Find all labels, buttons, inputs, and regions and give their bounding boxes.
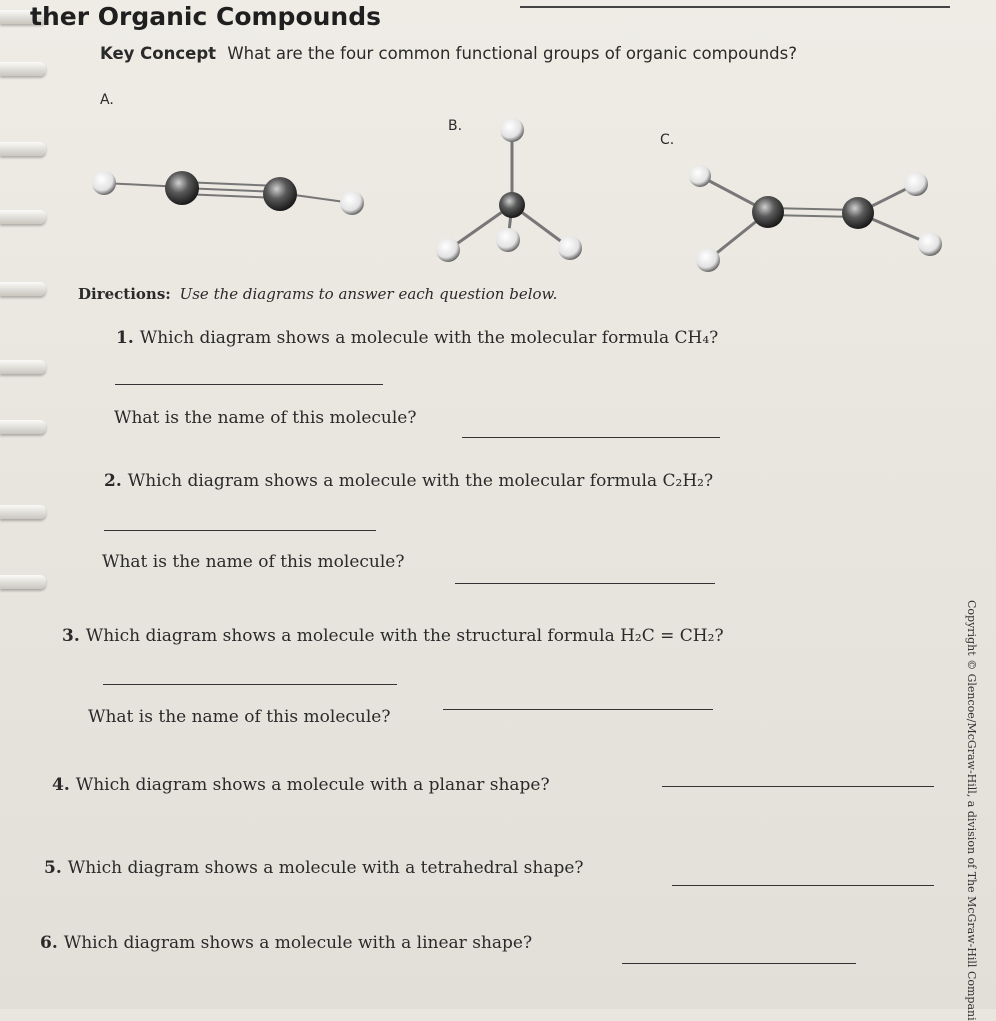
key-concept-question: What are the four common functional groups of organic compounds?	[227, 44, 797, 63]
diagram-b-label: B.	[448, 118, 463, 134]
question-2-followup: What is the name of this molecule?	[102, 552, 405, 572]
molecule-diagrams	[0, 0, 996, 290]
directions-label: Directions:	[78, 285, 171, 303]
question-2	[104, 471, 713, 491]
question-text: Which diagram shows a molecule with the molecular formula C₂H₂?	[127, 471, 714, 491]
question-3	[62, 626, 724, 646]
question-text: Which diagram shows a molecule with a planar shape?	[75, 775, 550, 795]
answer-line-4[interactable]	[662, 786, 934, 787]
directions-text: Use the diagrams to answer each question below.	[179, 285, 558, 303]
molecule-a-linear	[92, 171, 364, 215]
diagram-c-label: C.	[660, 132, 675, 148]
question-3-followup: What is the name of this molecule?	[88, 707, 391, 727]
answer-line-3-name[interactable]	[443, 709, 713, 710]
question-number: 4.	[52, 775, 70, 795]
question-4	[52, 775, 550, 795]
question-number: 3.	[62, 626, 80, 646]
question-text: Which diagram shows a molecule with the molecular formula CH₄?	[139, 328, 719, 348]
diagram-a-label: A.	[100, 92, 114, 108]
key-concept-label: Key Concept	[100, 44, 217, 63]
question-6	[40, 933, 532, 953]
question-1-followup: What is the name of this molecule?	[114, 408, 417, 428]
molecule-b-tetrahedral	[436, 118, 582, 262]
answer-line-2[interactable]	[104, 530, 376, 531]
question-number: 2.	[104, 471, 122, 491]
question-text: Which diagram shows a molecule with a tetrahedral shape?	[67, 858, 584, 878]
answer-line-6[interactable]	[622, 963, 856, 964]
directions	[78, 285, 557, 303]
question-number: 5.	[44, 858, 62, 878]
question-number: 1.	[116, 328, 134, 348]
answer-line-3[interactable]	[103, 684, 397, 685]
answer-line-2-name[interactable]	[455, 583, 715, 584]
question-number: 6.	[40, 933, 58, 953]
copyright-notice: Copyright © Glencoe/McGraw-Hill, a division of The McGraw-Hill Compani	[965, 600, 978, 1021]
answer-line-1-name[interactable]	[462, 437, 720, 438]
answer-line-5[interactable]	[672, 885, 934, 886]
answer-line-1[interactable]	[115, 384, 383, 385]
molecule-c-planar	[689, 165, 942, 272]
page-title: ther Organic Compounds	[30, 2, 381, 31]
question-text: Which diagram shows a molecule with the structural formula H₂C = CH₂?	[85, 626, 724, 646]
question-text: Which diagram shows a molecule with a linear shape?	[63, 933, 533, 953]
question-5	[44, 858, 584, 878]
question-1	[116, 328, 718, 348]
